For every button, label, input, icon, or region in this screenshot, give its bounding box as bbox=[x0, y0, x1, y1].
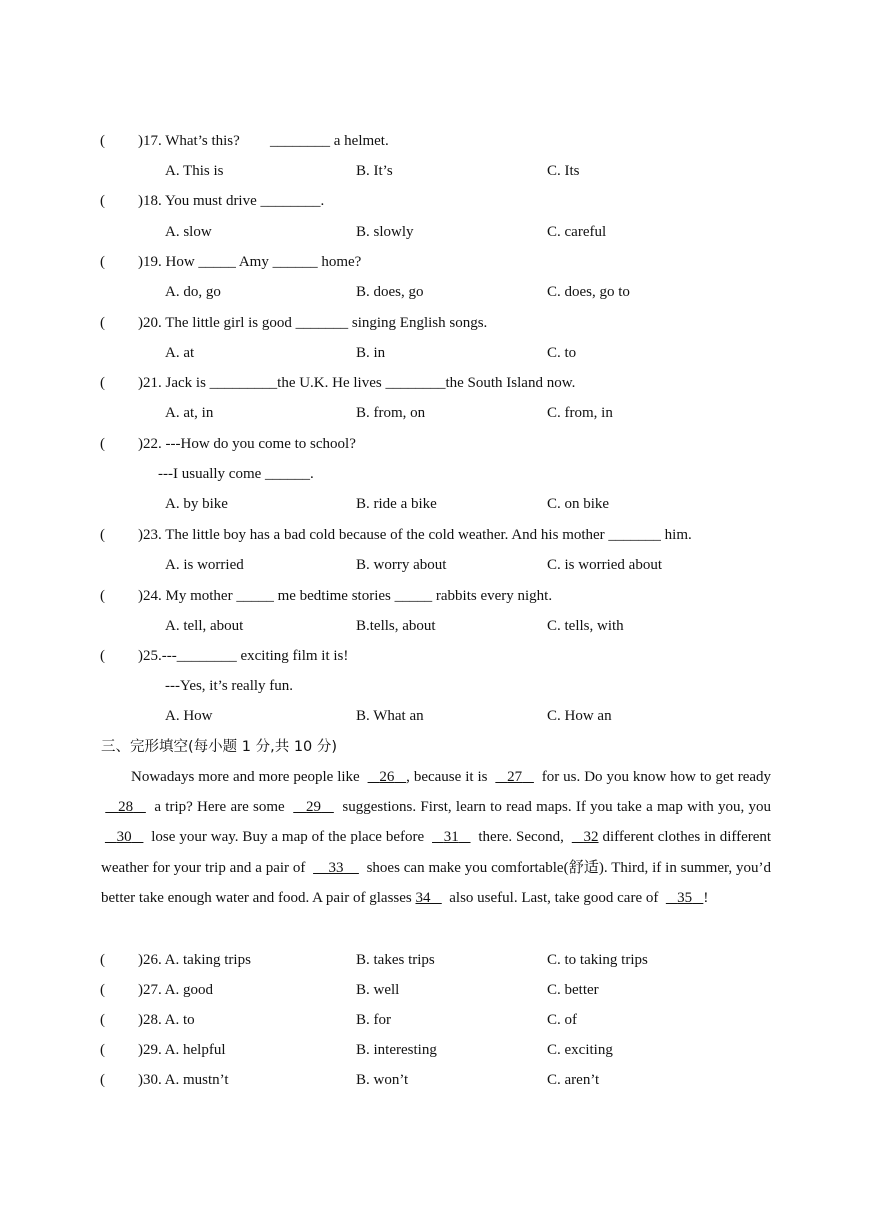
option-c: C. How an bbox=[547, 708, 612, 724]
option-a: A. by bike bbox=[165, 496, 228, 512]
question-text: )19. How _____ Amy ______ home? bbox=[138, 254, 362, 270]
passage-text: lose your way. Buy a map of the place before bbox=[151, 829, 425, 846]
option-b: B. in bbox=[356, 345, 386, 361]
blank-28: 28 bbox=[118, 799, 134, 816]
option-a: A. tell, about bbox=[165, 618, 244, 634]
option-b: B. does, go bbox=[356, 284, 424, 300]
passage-text: Nowadays more and more people like bbox=[131, 769, 360, 785]
answer-paren: ( bbox=[100, 527, 105, 543]
option-c: C. on bike bbox=[547, 496, 610, 512]
option-c: C. Its bbox=[547, 163, 580, 179]
passage-text: different clothes in different weather for your trip and a pair of bbox=[101, 829, 772, 876]
option-c: C. to bbox=[547, 345, 577, 361]
option-c: C. does, go to bbox=[547, 284, 630, 300]
option-a: )29. A. helpful bbox=[138, 1042, 226, 1058]
option-a: A. is worried bbox=[165, 557, 244, 573]
answer-paren: ( bbox=[100, 1042, 105, 1058]
passage-text: shoes can make you comfortable(舒适). Third, if in summer, you’d better take enough water and food. A pair of glasses bbox=[101, 859, 771, 906]
option-c: C. aren’t bbox=[547, 1072, 600, 1088]
option-a: A. at, in bbox=[165, 405, 214, 421]
blank-34: 34 bbox=[415, 889, 431, 906]
option-c: C. better bbox=[547, 982, 599, 998]
question-text: )24. My mother _____ me bedtime stories _____ rabbits every night. bbox=[138, 588, 553, 604]
option-c: C. of bbox=[547, 1012, 577, 1028]
option-c: C. careful bbox=[547, 224, 607, 240]
blank-30: 30 bbox=[116, 829, 132, 846]
passage-text: for us. Do you know how to get ready bbox=[541, 769, 772, 785]
passage-text: there. Second, bbox=[478, 829, 564, 846]
option-b: B. well bbox=[356, 982, 400, 998]
answer-paren: ( bbox=[100, 133, 105, 149]
option-b: B. It’s bbox=[356, 163, 393, 179]
answer-paren: ( bbox=[100, 254, 105, 270]
option-b: B. worry about bbox=[356, 557, 447, 573]
question-text: )22. ---How do you come to school? bbox=[138, 436, 356, 452]
blank-29: 29 bbox=[306, 799, 322, 816]
option-b: B. slowly bbox=[356, 224, 414, 240]
option-c: C. exciting bbox=[547, 1042, 613, 1058]
question-text: )21. Jack is _________the U.K. He lives ________the South Island now. bbox=[138, 375, 576, 391]
question-text-2: ________ a helmet. bbox=[270, 133, 389, 149]
passage-text: also useful. Last, take good care of bbox=[449, 889, 659, 906]
option-b: B. ride a bike bbox=[356, 496, 437, 512]
question-subtext: ---I usually come ______. bbox=[158, 466, 314, 482]
section-heading: 三、完形填空(每小题 1 分,共 10 分) bbox=[101, 739, 338, 755]
option-a: A. This is bbox=[165, 163, 224, 179]
option-b: B. for bbox=[356, 1012, 391, 1028]
option-a: A. do, go bbox=[165, 284, 221, 300]
answer-paren: ( bbox=[100, 315, 105, 331]
option-a: )30. A. mustn’t bbox=[138, 1072, 229, 1088]
option-a: A. at bbox=[165, 345, 195, 361]
option-a: )27. A. good bbox=[138, 982, 213, 998]
passage-text: suggestions. First, learn to read maps. If you take a map with you, you bbox=[342, 799, 772, 816]
question-text: )18. You must drive ________. bbox=[138, 193, 325, 209]
option-b: B. What an bbox=[356, 708, 424, 724]
option-b: B. takes trips bbox=[356, 952, 435, 968]
answer-paren: ( bbox=[100, 1072, 105, 1088]
answer-paren: ( bbox=[100, 1012, 105, 1028]
option-c: C. to taking trips bbox=[547, 952, 648, 968]
blank-26: 26 bbox=[379, 769, 395, 785]
question-text: )17. What’s this? bbox=[138, 133, 240, 149]
option-a: A. How bbox=[165, 708, 213, 724]
blank-31: 31 bbox=[443, 829, 459, 846]
cloze-passage bbox=[101, 762, 771, 913]
option-a: )28. A. to bbox=[138, 1012, 195, 1028]
answer-paren: ( bbox=[100, 375, 105, 391]
answer-paren: ( bbox=[100, 648, 105, 664]
passage-text: , because it is bbox=[406, 769, 488, 785]
option-a: )26. A. taking trips bbox=[138, 952, 251, 968]
question-text: )23. The little boy has a bad cold because of the cold weather. And his mother _______ him. bbox=[138, 527, 692, 543]
blank-27: 27 bbox=[507, 769, 523, 785]
option-b: B. interesting bbox=[356, 1042, 437, 1058]
passage-text: ! bbox=[703, 889, 709, 906]
option-c: C. is worried about bbox=[547, 557, 662, 573]
option-b: B.tells, about bbox=[356, 618, 436, 634]
answer-paren: ( bbox=[100, 193, 105, 209]
option-b: B. from, on bbox=[356, 405, 426, 421]
option-c: C. tells, with bbox=[547, 618, 624, 634]
answer-paren: ( bbox=[100, 982, 105, 998]
answer-paren: ( bbox=[100, 952, 105, 968]
blank-32: 32 bbox=[583, 829, 599, 846]
answer-paren: ( bbox=[100, 588, 105, 604]
option-b: B. won’t bbox=[356, 1072, 409, 1088]
option-c: C. from, in bbox=[547, 405, 613, 421]
answer-paren: ( bbox=[100, 436, 105, 452]
question-text: )20. The little girl is good _______ singing English songs. bbox=[138, 315, 488, 331]
blank-33: 33 bbox=[328, 859, 344, 876]
blank-35: 35 bbox=[677, 889, 693, 906]
option-a: A. slow bbox=[165, 224, 212, 240]
question-text: )25.---________ exciting film it is! bbox=[138, 648, 349, 664]
question-subtext: ---Yes, it’s really fun. bbox=[165, 678, 294, 694]
passage-text: a trip? Here are some bbox=[154, 799, 285, 816]
